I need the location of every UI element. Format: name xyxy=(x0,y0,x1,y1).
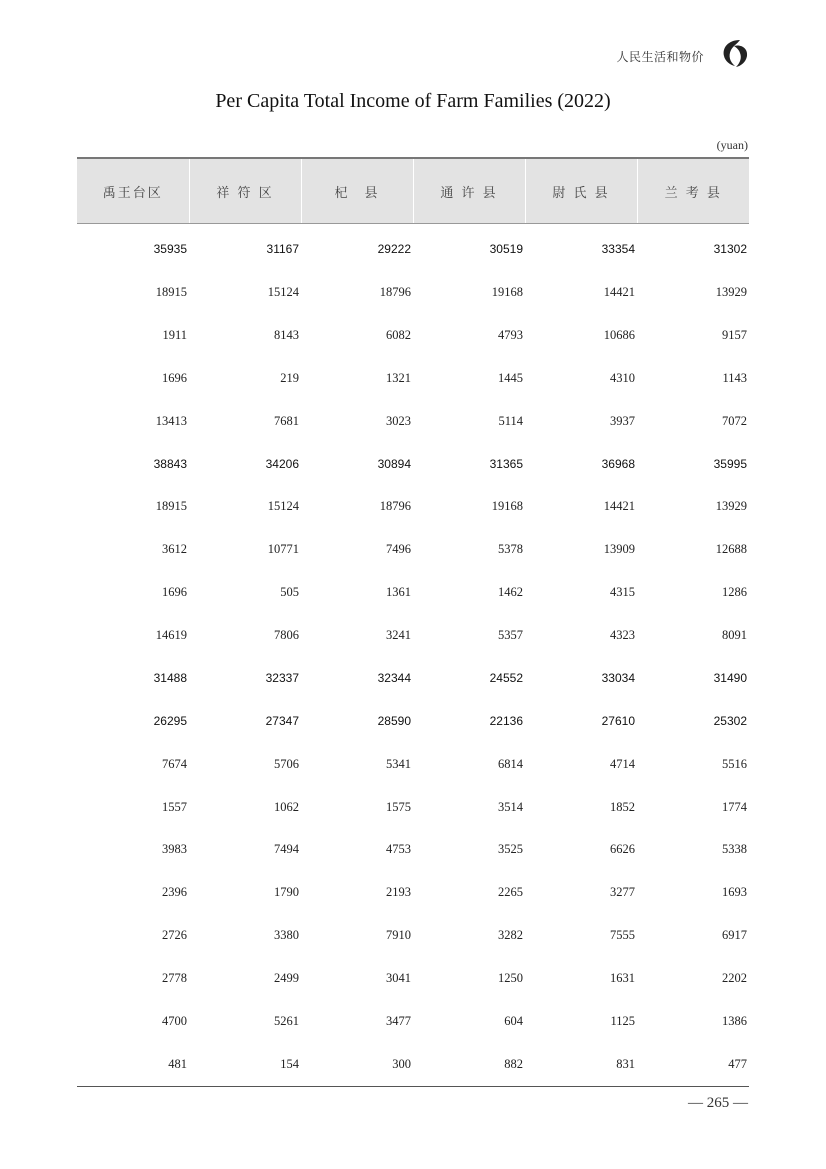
table-cell: 1774 xyxy=(722,799,747,814)
table-cell: 3282 xyxy=(498,928,523,943)
table-cell: 13929 xyxy=(715,284,747,299)
table-cell: 27610 xyxy=(601,714,635,729)
table-cell: 5516 xyxy=(722,756,747,771)
table-cell: 8143 xyxy=(274,327,299,342)
unit-label: (yuan) xyxy=(716,138,748,152)
table-cell: 30894 xyxy=(377,456,411,471)
table-cell: 5706 xyxy=(274,756,299,771)
table-cell: 10686 xyxy=(603,327,635,342)
table-cell: 3241 xyxy=(386,627,411,642)
table-cell: 31488 xyxy=(153,671,187,686)
table-cell: 3937 xyxy=(610,413,635,428)
column-header: 祥 符 区 xyxy=(189,158,301,224)
table-cell: 4323 xyxy=(610,627,635,642)
table-cell: 4700 xyxy=(162,1013,187,1028)
column-header: 兰 考 县 xyxy=(637,158,749,224)
running-head: 人民生活和物价 xyxy=(616,50,704,64)
table-cell: 1631 xyxy=(610,971,635,986)
table-cell: 1693 xyxy=(722,885,747,900)
table-cell: 6626 xyxy=(610,842,635,857)
table-cell: 2265 xyxy=(498,885,523,900)
table-cell: 7674 xyxy=(162,756,187,771)
table-header-row xyxy=(77,158,749,224)
table-cell: 4793 xyxy=(498,327,523,342)
table-cell: 5338 xyxy=(722,842,747,857)
table-row xyxy=(77,614,749,657)
table-cell: 5341 xyxy=(386,756,411,771)
table-row xyxy=(77,828,749,871)
table-cell: 1696 xyxy=(162,370,187,385)
table-row xyxy=(77,657,749,700)
table-cell: 1361 xyxy=(386,585,411,600)
table-cell: 15124 xyxy=(267,499,299,514)
table-cell: 1790 xyxy=(274,885,299,900)
table-cell: 1386 xyxy=(722,1013,747,1028)
table-cell: 4714 xyxy=(610,756,635,771)
table-row xyxy=(77,1000,749,1043)
table-cell: 4753 xyxy=(386,842,411,857)
table-cell: 219 xyxy=(280,370,299,385)
table-cell: 13413 xyxy=(155,413,187,428)
table-cell: 33034 xyxy=(601,671,635,686)
table-cell: 882 xyxy=(413,1043,525,1086)
table-row xyxy=(77,786,749,829)
table-cell: 1445 xyxy=(498,370,523,385)
table-cell: 19168 xyxy=(491,499,523,514)
table-cell: 6814 xyxy=(498,756,523,771)
table-cell: 6082 xyxy=(386,327,411,342)
table-cell: 3525 xyxy=(498,842,523,857)
table-cell: 3277 xyxy=(610,885,635,900)
table-cell: 5378 xyxy=(498,542,523,557)
table-cell: 18796 xyxy=(379,284,411,299)
table-cell: 35995 xyxy=(713,456,747,471)
table-cell: 6917 xyxy=(722,928,747,943)
table-row xyxy=(77,914,749,957)
table-cell: 604 xyxy=(504,1013,523,1028)
table-cell: 18796 xyxy=(379,499,411,514)
table-cell: 2396 xyxy=(162,885,187,900)
table-cell: 154 xyxy=(189,1043,301,1086)
table-cell: 31302 xyxy=(713,242,747,257)
table-cell: 38843 xyxy=(153,456,187,471)
table-cell: 3477 xyxy=(386,1013,411,1028)
table-cell: 1062 xyxy=(274,799,299,814)
table-cell: 2778 xyxy=(162,971,187,986)
table-cell: 31167 xyxy=(266,242,299,257)
table-row xyxy=(77,224,749,271)
table-cell: 7910 xyxy=(386,928,411,943)
column-header: 禹王台区 xyxy=(77,158,189,224)
table-cell: 3983 xyxy=(162,842,187,857)
table-cell: 14619 xyxy=(155,627,187,642)
table-cell: 2202 xyxy=(722,971,747,986)
table-cell: 13929 xyxy=(715,499,747,514)
table-cell: 28590 xyxy=(377,714,411,729)
table-cell: 34206 xyxy=(265,456,299,471)
table-cell: 14421 xyxy=(603,499,635,514)
table-cell: 33354 xyxy=(601,242,635,257)
table-cell: 10771 xyxy=(267,542,299,557)
table-cell: 5261 xyxy=(274,1013,299,1028)
table-cell: 3041 xyxy=(386,971,411,986)
income-table xyxy=(77,157,749,1087)
table-cell: 4310 xyxy=(610,370,635,385)
table-cell: 22136 xyxy=(489,714,523,729)
table-cell: 831 xyxy=(525,1043,637,1086)
table-cell: 1143 xyxy=(722,370,747,385)
table-cell: 8091 xyxy=(722,627,747,642)
stylized-swirl-logo-icon xyxy=(718,36,752,70)
table-cell: 18915 xyxy=(155,499,187,514)
table-cell: 14421 xyxy=(603,284,635,299)
column-header: 通 许 县 xyxy=(413,158,525,224)
table-cell: 3380 xyxy=(274,928,299,943)
table-cell: 1852 xyxy=(610,799,635,814)
table-cell: 3612 xyxy=(162,542,187,557)
table-cell: 30519 xyxy=(489,242,523,257)
table-row xyxy=(77,528,749,571)
table-cell: 31490 xyxy=(713,671,747,686)
table-cell: 4315 xyxy=(610,585,635,600)
table-cell: 481 xyxy=(77,1043,189,1086)
table-cell: 36968 xyxy=(601,456,635,471)
table-cell: 1575 xyxy=(386,799,411,814)
table-cell: 7496 xyxy=(386,542,411,557)
table-row xyxy=(77,485,749,528)
table-cell: 1696 xyxy=(162,585,187,600)
table-cell: 12688 xyxy=(715,542,747,557)
table-cell: 1911 xyxy=(162,327,187,342)
table-row xyxy=(77,400,749,443)
table-cell: 24552 xyxy=(489,671,523,686)
table-cell: 5357 xyxy=(498,627,523,642)
table-cell: 25302 xyxy=(713,714,747,729)
table-cell: 27347 xyxy=(265,714,299,729)
table-cell: 26295 xyxy=(153,714,187,729)
table-row xyxy=(77,743,749,786)
table-row xyxy=(77,700,749,743)
table-row xyxy=(77,357,749,400)
table-cell: 1286 xyxy=(722,585,747,600)
table-row xyxy=(77,271,749,314)
table-row xyxy=(77,871,749,914)
table-cell: 7494 xyxy=(274,842,299,857)
table-cell: 1250 xyxy=(498,971,523,986)
table-cell: 32344 xyxy=(377,671,411,686)
table-cell: 3023 xyxy=(386,413,411,428)
column-header: 杞 县 xyxy=(301,158,413,224)
table-cell: 2193 xyxy=(386,885,411,900)
table-cell: 2726 xyxy=(162,928,187,943)
table-cell: 31365 xyxy=(489,456,523,471)
table-cell: 29222 xyxy=(377,242,411,257)
table-cell: 3514 xyxy=(498,799,523,814)
table-cell: 7555 xyxy=(610,928,635,943)
table-cell: 19168 xyxy=(491,284,523,299)
table-row xyxy=(77,571,749,614)
table-row xyxy=(77,314,749,357)
table-cell: 1321 xyxy=(386,370,411,385)
table-cell: 5114 xyxy=(498,413,523,428)
table-cell: 1125 xyxy=(610,1013,635,1028)
table-cell: 7806 xyxy=(274,627,299,642)
table-row xyxy=(77,442,749,485)
column-header: 尉 氏 县 xyxy=(525,158,637,224)
table-cell: 505 xyxy=(280,585,299,600)
page-number: — 265 — xyxy=(688,1095,748,1111)
table-cell: 9157 xyxy=(722,327,747,342)
table-cell: 1462 xyxy=(498,585,523,600)
table-cell: 35935 xyxy=(153,242,187,257)
table-cell: 18915 xyxy=(155,284,187,299)
table-cell: 7681 xyxy=(274,413,299,428)
table-cell: 300 xyxy=(301,1043,413,1086)
table-cell: 2499 xyxy=(274,971,299,986)
table-cell: 15124 xyxy=(267,284,299,299)
table-row xyxy=(77,957,749,1000)
table-row xyxy=(77,1043,749,1086)
table-title: Per Capita Total Income of Farm Families (2022) xyxy=(215,90,611,112)
table-cell: 477 xyxy=(637,1043,749,1086)
table-cell: 32337 xyxy=(265,671,299,686)
table-cell: 1557 xyxy=(162,799,187,814)
table-cell: 7072 xyxy=(722,413,747,428)
table-cell: 13909 xyxy=(603,542,635,557)
